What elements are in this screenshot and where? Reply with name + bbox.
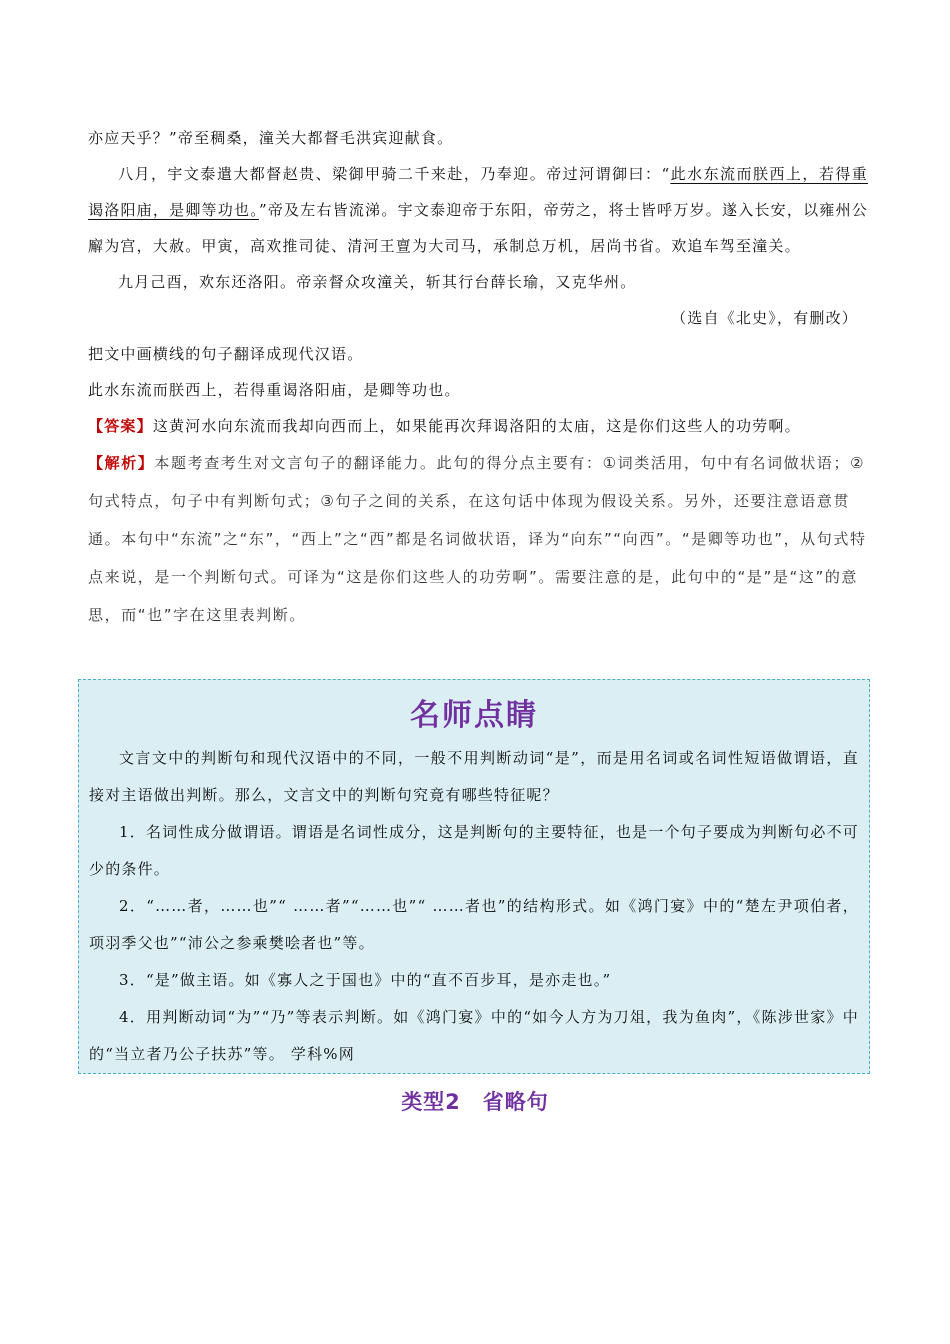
passage-paragraph: 九月己酉，欢东还洛阳。帝亲督众攻潼关，斩其行台薛长瑜，又克华州。 [118, 273, 637, 291]
tip-item: 4．用判断动词“为”“乃”等表示判断。如《鸿门宴》中的“如今人方为刀俎，我为鱼肉”，《陈涉世家》中的“当立者乃公子扶苏”等。 学科%网 [89, 1008, 859, 1063]
analysis-text: 本题考查考生对文言句子的翻译能力。此句的得分点主要有：①词类活用，句中有名词做状语；②句式特点，句子中有判断句式；③句子之间的关系，在这句话中体现为假设关系。另外，还要注意语意贯通。本句中“东流”之“东”，“西上”之“西”都是名词做状语，译为“向东”“向西”。“是卿等功也”，从句式特点来说，是一个判断句式。可译为“这是你们这些人的功劳啊”。需要注意的是，此句中的“是”是“这”的意思，而“也”字在这里表判断。 [88, 454, 867, 624]
source-citation: （选自《北史》，有删改） [671, 309, 858, 327]
answer-label: 【答案】 [88, 417, 153, 435]
document-body [88, 120, 868, 634]
passage-text: 八月，宇文泰遣大都督赵贵、梁御甲骑二千来赴，乃奉迎。帝过河谓御曰：“ [118, 165, 671, 183]
answer [88, 408, 868, 444]
analysis [88, 444, 868, 634]
passage-text: ”帝及左右皆流涕。宇文泰迎帝于东阳，帝劳之，将士皆呼万岁。遂入长安，以雍州公廨为宫，大赦。甲寅，高欢推司徒、清河王亶为大司马，承制总万机，居尚书省。欢追车驾至潼关。 [88, 201, 868, 255]
tip-intro: 文言文中的判断句和现代汉语中的不同，一般不用判断动词“是”，而是用名词或名词性短语做谓语，直接对主语做出判断。那么，文言文中的判断句究竟有哪些特征呢？ [89, 749, 859, 804]
tip-box [78, 679, 870, 1074]
passage-line: 亦应天乎？”帝至稠桑，潼关大都督毛洪宾迎献食。 [88, 129, 454, 147]
tip-item: 3．“是”做主语。如《寡人之于国也》中的“直不百步耳，是亦走也。” [119, 971, 612, 989]
question-sentence: 此水东流而朕西上，若得重谒洛阳庙，是卿等功也。 [88, 381, 461, 399]
answer-text: 这黄河水向东流而我却向西而上，如果能再次拜谒洛阳的太庙，这是你们这些人的功劳啊。 [152, 417, 801, 435]
tip-box-body [79, 740, 869, 1073]
passage-paragraph [88, 156, 868, 264]
section-heading: 类型2 省略句 [401, 1090, 549, 1114]
tip-item: 1．名词性成分做谓语。谓语是名词性成分，这是判断句的主要特征，也是一个句子要成为判断句必不可少的条件。 [89, 823, 859, 878]
tip-item: 2．“……者，……也”“ ……者”“……也”“ ……者也”的结构形式。如《鸿门宴》中的“楚左尹项伯者，项羽季父也”“沛公之参乘樊哙者也”等。 [89, 897, 859, 952]
tip-box-title: 名师点睛 [410, 698, 538, 733]
analysis-label: 【解析】 [88, 454, 155, 472]
underlined-sentence: 此水东流而朕西上，若得重谒洛阳庙，是卿等功也。 [88, 165, 868, 219]
question-prompt: 把文中画横线的句子翻译成现代汉语。 [88, 345, 364, 363]
